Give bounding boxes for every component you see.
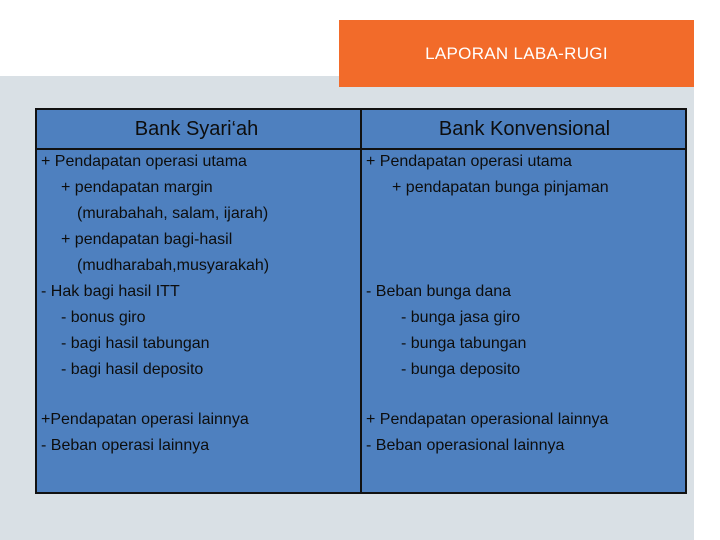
header-bank-konvensional: Bank Konvensional <box>438 117 611 140</box>
right-line-deposit-interest: - bunga deposito <box>401 361 521 378</box>
left-line-other-expense: - Beban operasi lainnya <box>41 437 210 454</box>
left-line-other-income: +Pendapatan operasi lainnya <box>41 411 249 428</box>
header-bank-syariah: Bank Syari‘ah <box>134 117 259 140</box>
left-line-margin-detail: (murabahah, salam, ijarah) <box>77 205 269 222</box>
header-divider <box>37 148 685 150</box>
left-line-profit-sharing-income: + pendapatan bagi-hasil <box>61 231 233 248</box>
comparison-table <box>35 108 687 494</box>
page-title <box>339 20 694 87</box>
left-line-savings-share: - bagi hasil tabungan <box>61 335 210 352</box>
left-line-deposit-share: - bagi hasil deposito <box>61 361 204 378</box>
right-line-loan-interest: + pendapatan bunga pinjaman <box>392 179 609 196</box>
right-line-other-income: + Pendapatan operasional lainnya <box>366 411 609 428</box>
left-line-profit-sharing-detail: (mudharabah,musyarakah) <box>77 257 270 274</box>
right-line-operating-income: + Pendapatan operasi utama <box>366 153 572 170</box>
left-line-operating-income: + Pendapatan operasi utama <box>41 153 247 170</box>
right-line-fund-interest-expense: - Beban bunga dana <box>366 283 512 300</box>
column-divider <box>360 110 362 492</box>
right-line-savings-interest: - bunga tabungan <box>401 335 527 352</box>
left-line-itt-share: - Hak bagi hasil ITT <box>41 283 180 300</box>
left-line-giro-bonus: - bonus giro <box>61 309 146 326</box>
right-line-other-expense: - Beban operasional lainnya <box>366 437 565 454</box>
left-line-margin-income: + pendapatan margin <box>61 179 213 196</box>
right-line-giro-interest: - bunga jasa giro <box>401 309 521 326</box>
page-title-text: LAPORAN LABA-RUGI <box>425 43 608 63</box>
